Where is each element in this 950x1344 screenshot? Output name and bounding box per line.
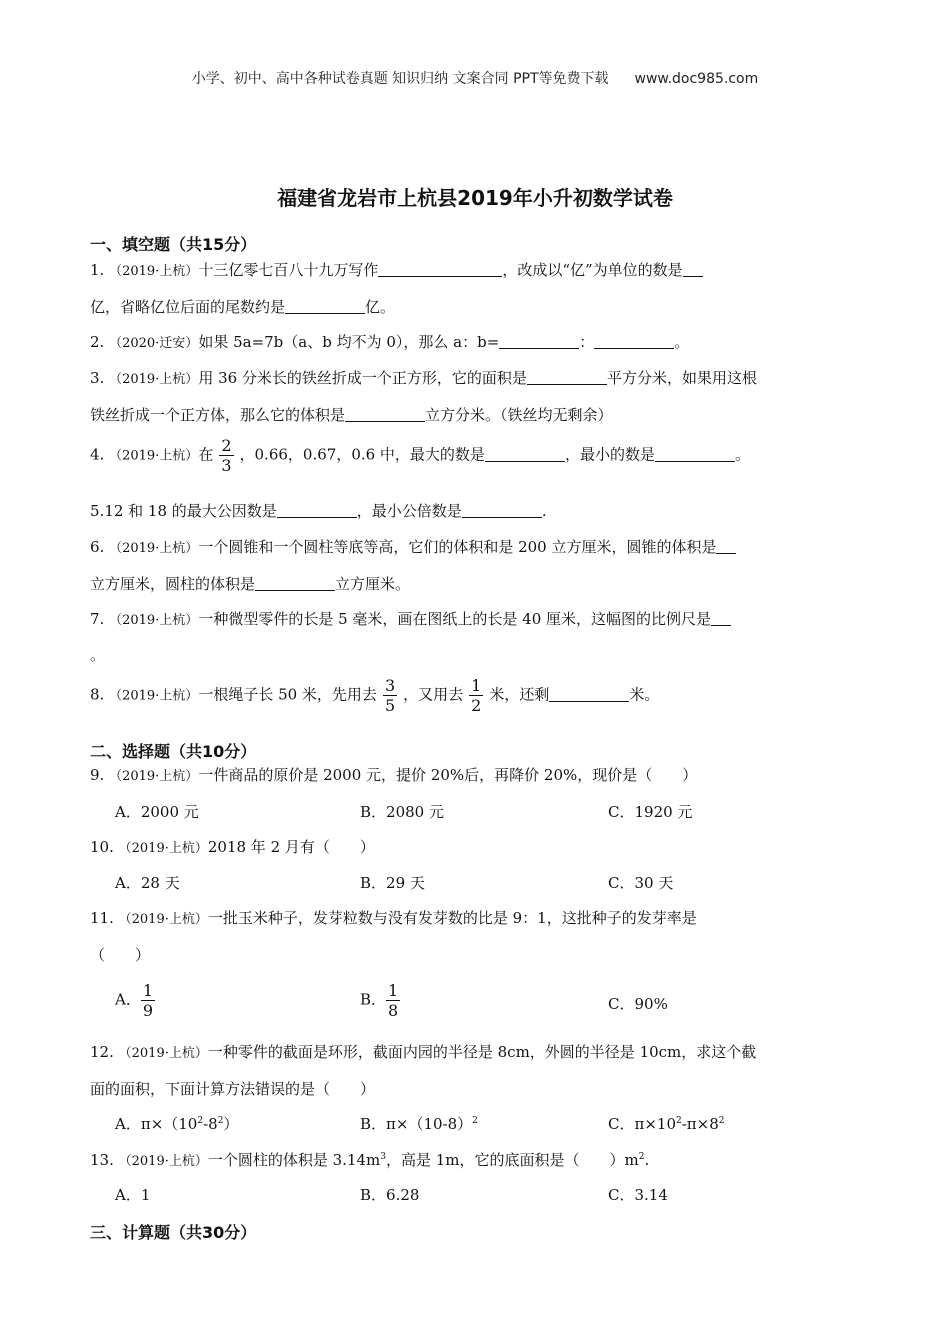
question-11: 11. （2019·上杭）一批玉米种子，发芽粒数与没有发芽数的比是 9：1，这批种子的发芽率是 bbox=[90, 909, 697, 927]
header-url[interactable]: www.doc985.com bbox=[634, 71, 759, 87]
question-13: 13. （2019·上杭）一个圆柱的体积是 $3.14m^3$，高是 1m，它的底面积是（ ）$m^2$. bbox=[90, 1151, 650, 1169]
option-a[interactable]: A．$\pi\times(10^2-8^2)$ bbox=[115, 1115, 239, 1133]
question-11-cont: （ ） bbox=[90, 946, 151, 964]
question-10: 10. （2019·上杭）2018 年 2 月有（ ） bbox=[90, 838, 375, 856]
fraction: $\frac{1}{9}$ bbox=[142, 981, 154, 1021]
question-1: 1. （2019·上杭）十三亿零七百八十九万写作 ，改成以“亿”为单位的数是 bbox=[90, 259, 703, 280]
option-c[interactable]: C．3.14 bbox=[608, 1186, 668, 1204]
option-a[interactable]: A．1 bbox=[115, 1186, 151, 1204]
answer-blank[interactable] bbox=[255, 574, 335, 591]
question-2: 2. （2020·迁安）如果 5a=7b（a、b 均不为 0），那么 a：b= ： 。 bbox=[90, 333, 690, 351]
option-b[interactable]: B．6.28 bbox=[360, 1186, 420, 1204]
question-3-cont: 铁丝折成一个正方体，那么它的体积是 立方分米。（铁丝均无剩余） bbox=[90, 406, 613, 424]
page-title: 福建省龙岩市上杭县2019年小升初数学试卷 bbox=[277, 186, 673, 210]
question-4: 4. （2019·上杭）在 $\frac{2}{3}$ ，0.66，0.67，0.6 中，最大的数是 ，最小的数是 。 bbox=[90, 436, 750, 476]
question-5: 5.12 和 18 的最大公因数是 ，最小公倍数是 . bbox=[90, 502, 547, 520]
question-9: 9. （2019·上杭）一件商品的原价是 2000 元，提价 20%后，再降价 20%，现价是（ ） bbox=[90, 766, 698, 784]
option-a[interactable]: A．28 天 bbox=[115, 874, 180, 892]
section-calculation: 三、计算题（共30分） bbox=[90, 1223, 257, 1242]
question-8: 8. （2019·上杭）一根绳子长 50 米，先用去 $\frac{3}{5}$ ，又用去 $\frac{1}{2}$ 米，还剩 米。 bbox=[90, 676, 660, 716]
answer-blank[interactable] bbox=[527, 368, 607, 385]
question-3: 3. （2019·上杭）用 36 分米长的铁丝折成一个正方形，它的面积是 平方分米，如果用这根 bbox=[90, 369, 757, 387]
fraction: $\frac{3}{5}$ bbox=[384, 676, 396, 716]
answer-blank[interactable] bbox=[683, 260, 703, 277]
question-6-cont: 立方厘米，圆柱的体积是 立方厘米。 bbox=[90, 575, 411, 593]
option-b[interactable]: B．$\pi\times(10-8)^2$ bbox=[360, 1115, 478, 1133]
option-c[interactable]: C．90% bbox=[608, 995, 668, 1013]
fraction: $\frac{2}{3}$ bbox=[221, 436, 232, 476]
option-b[interactable]: B．2080 元 bbox=[360, 803, 444, 821]
answer-blank[interactable] bbox=[485, 445, 565, 462]
section-multiple-choice: 二、选择题（共10分） bbox=[90, 742, 257, 761]
answer-blank[interactable] bbox=[345, 405, 425, 422]
question-12: 12. （2019·上杭）一种零件的截面是环形，截面内园的半径是 8cm，外圆的半径是 10cm，求这个截 bbox=[90, 1043, 757, 1061]
option-c[interactable]: C．1920 元 bbox=[608, 803, 693, 821]
page-header bbox=[0, 68, 950, 88]
question-12-cont: 面的面积，下面计算方法错误的是（ ） bbox=[90, 1080, 376, 1098]
question-6: 6. （2019·上杭）一个圆锥和一个圆柱等底等高，它们的体积和是 200 立方厘米，圆锥的体积是 bbox=[90, 536, 736, 557]
question-7: 7. （2019·上杭）一种微型零件的长是 5 毫米，画在图纸上的长是 40 厘米，这幅图的比例尺是 bbox=[90, 608, 731, 629]
answer-blank[interactable] bbox=[499, 332, 579, 349]
option-b[interactable]: B．29 天 bbox=[360, 874, 425, 892]
question-7-cont: 。 bbox=[90, 646, 106, 664]
option-b[interactable]: B． $\frac{1}{8}$ bbox=[360, 981, 399, 1021]
fraction: $\frac{1}{2}$ bbox=[471, 676, 482, 716]
question-1-cont: 亿，省略亿位后面的尾数约是 亿。 bbox=[90, 298, 396, 316]
answer-blank[interactable] bbox=[378, 260, 502, 277]
answer-blank[interactable] bbox=[655, 445, 735, 462]
answer-blank[interactable] bbox=[277, 501, 357, 518]
answer-blank[interactable] bbox=[549, 685, 629, 702]
answer-blank[interactable] bbox=[711, 609, 731, 626]
answer-blank[interactable] bbox=[594, 332, 674, 349]
answer-blank[interactable] bbox=[462, 501, 542, 518]
fraction: $\frac{1}{8}$ bbox=[388, 981, 399, 1021]
option-a[interactable]: A．2000 元 bbox=[115, 803, 199, 821]
option-c[interactable]: C．30 天 bbox=[608, 874, 674, 892]
answer-blank[interactable] bbox=[716, 537, 736, 554]
answer-blank[interactable] bbox=[285, 297, 365, 314]
option-a[interactable]: A． $\frac{1}{9}$ bbox=[115, 981, 154, 1021]
option-c[interactable]: C．$\pi\times 10^2-\pi\times 8^2$ bbox=[608, 1115, 725, 1133]
section-fill-blank: 一、填空题（共15分） bbox=[90, 235, 257, 254]
header-text: 小学、初中、高中各种试卷真题 知识归纳 文案合同 PPT等免费下载 bbox=[191, 71, 609, 87]
